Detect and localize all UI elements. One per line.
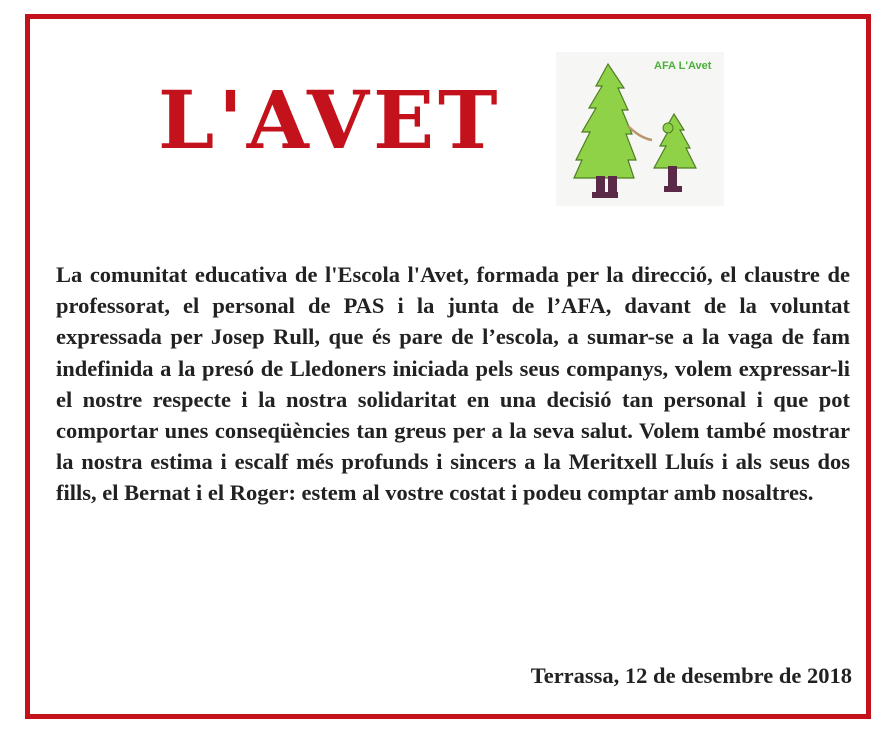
place-and-date: Terrassa, 12 de desembre de 2018 bbox=[530, 663, 852, 688]
afa-logo bbox=[556, 52, 724, 206]
tree-family-logo-icon bbox=[556, 52, 724, 206]
document-title: L'AVET bbox=[158, 73, 502, 167]
logo-caption: AFA L'Avet bbox=[654, 60, 712, 72]
document-frame bbox=[25, 14, 871, 719]
statement-paragraph: La comunitat educativa de l'Escola l'Avet, formada per la direcció, el claustre de professorat, el personal de PAS i la junta de l’AFA, davant de la voluntat expressada per Josep Rull, que és pare de l’escola, a sumar-se a la vaga de fam indefinida a la presó de Lledoners iniciada pels seus companys, volem expressar-li el nostre respecte i la nostra solidaritat en una decisió tan personal i que pot comportar unes conseqüències tan greus per a la seva salut. Volem també mostrar la nostra estima i escalf més profunds i sincers a la Meritxell Lluís i als seus dos fills, el Bernat i el Roger: estem al vostre costat i podeu comptar amb nosaltres. bbox=[56, 262, 850, 506]
